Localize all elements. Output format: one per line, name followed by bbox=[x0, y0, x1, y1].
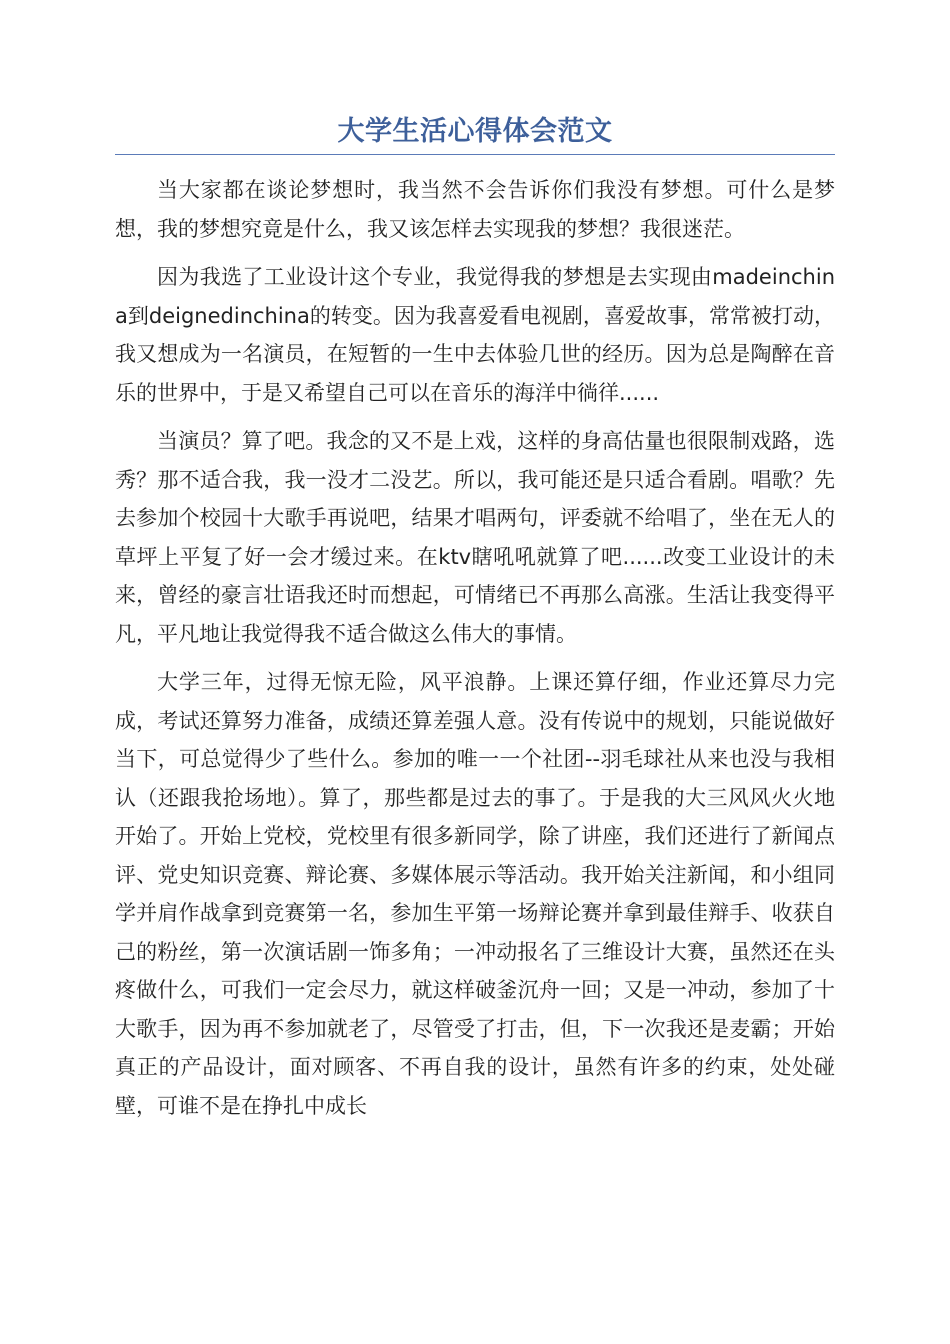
document-title: 大学生活心得体会范文 bbox=[337, 116, 613, 147]
paragraph-4: 大学三年，过得无惊无险，风平浪静。上课还算仔细，作业还算尽力完成，考试还算努力准备，成绩还算差强人意。没有传说中的规划，只能说做好当下，可总觉得少了些什么。参加的唯一一个社团--羽毛球社从来也没与我相认（还跟我抢场地）。算了，那些都是过去的事了。于是我的大三风风火火地开始了。开始上党校，党校里有很多新同学，除了讲座，我们还进行了新闻点评、党史知识竞赛、辩论赛、多媒体展示等活动。我开始关注新闻，和小组同学并肩作战拿到竞赛第一名，参加生平第一场辩论赛并拿到最佳辩手、收获自己的粉丝，第一次演话剧一饰多角；一冲动报名了三维设计大赛，虽然还在头疼做什么，可我们一定会尽力，就这样破釜沉舟一回；又是一冲动，参加了十大歌手，因为再不参加就老了，尽管受了打击，但，下一次我还是麦霸；开始真正的产品设计，面对顾客、不再自我的设计，虽然有许多的约束，处处碰壁，可谁不是在挣扎中成长 bbox=[115, 670, 835, 1118]
paragraph-3: 当演员？算了吧。我念的又不是上戏，这样的身高估量也很限制戏路，选秀？那不适合我，我一没才二没艺。所以，我可能还是只适合看剧。唱歌？先去参加个校园十大歌手再说吧，结果才唱两句，评委就不给唱了，坐在无人的草坪上平复了好一会才缓过来。在ktv瞎吼吼就算了吧......改变工业设计的未来，曾经的豪言壮语我还时而想起，可情绪已不再那么高涨。生活让我变得平凡，平凡地让我觉得我不适合做这么伟大的事情。 bbox=[115, 429, 835, 646]
paragraph-2: 因为我选了工业设计这个专业，我觉得我的梦想是去实现由madeinchina到deignedinchina的转变。因为我喜爱看电视剧，喜爱故事，常常被打动，我又想成为一名演员，在短暂的一生中去体验几世的经历。因为总是陶醉在音乐的世界中，于是又希望自己可以在音乐的海洋中徜徉...... bbox=[115, 265, 835, 405]
title-underline bbox=[115, 154, 835, 155]
document-page bbox=[115, 110, 835, 1135]
paragraph-1: 当大家都在谈论梦想时，我当然不会告诉你们我没有梦想。可什么是梦想，我的梦想究竟是什么，我又该怎样去实现我的梦想？我很迷茫。 bbox=[115, 178, 835, 241]
